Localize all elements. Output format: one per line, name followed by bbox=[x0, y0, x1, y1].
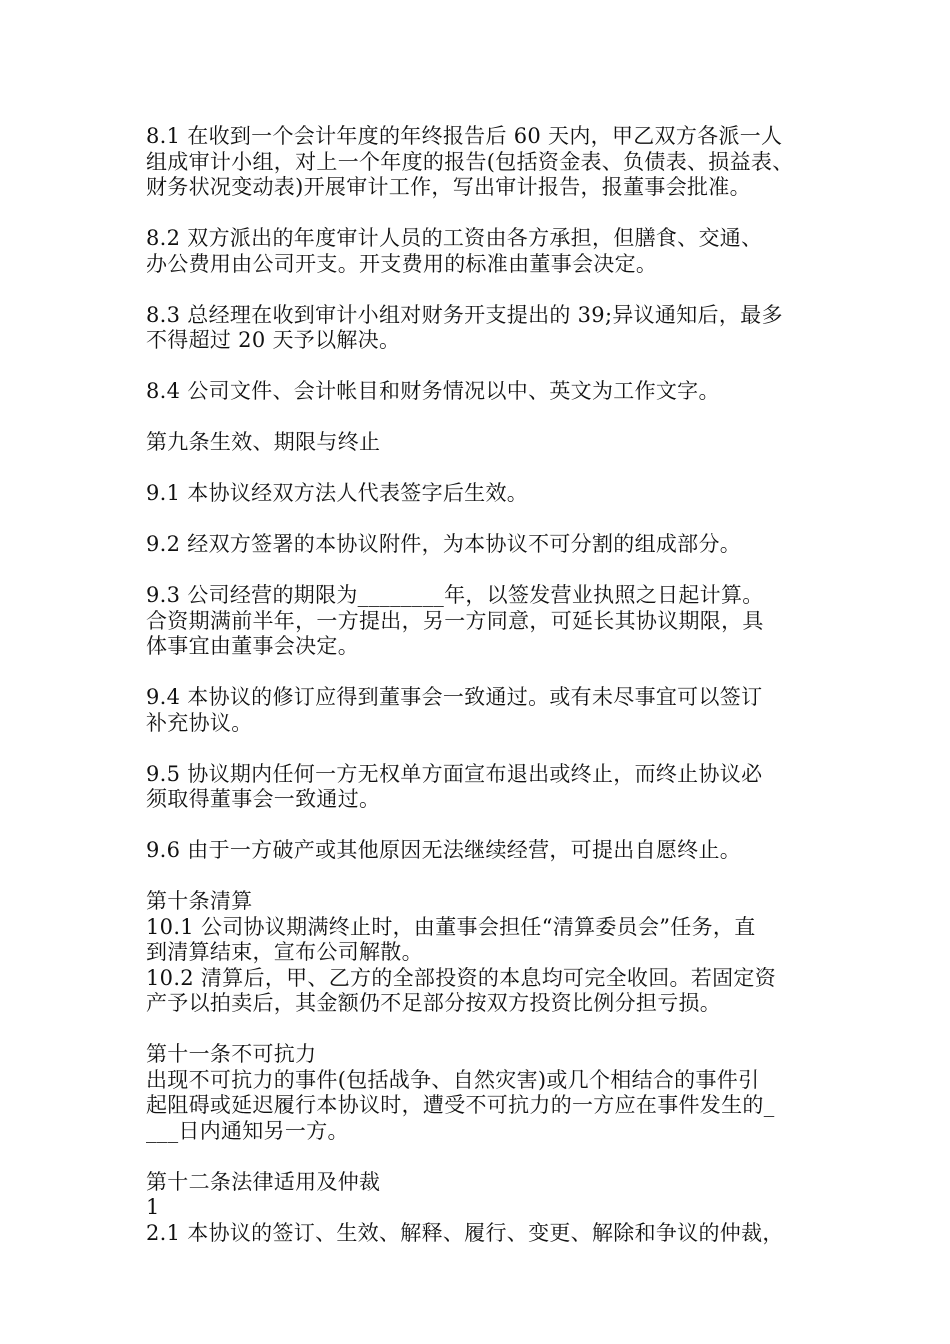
clause-8-2 bbox=[146, 226, 826, 277]
text-line: 10.2 清算后，甲、乙方的全部投资的本息均可完全收回。若固定资 bbox=[146, 965, 777, 990]
text-line: 8.1 在收到一个会计年度的年终报告后 60 天内，甲乙双方各派一人 bbox=[146, 124, 783, 148]
text-line: 9.5 协议期内任何一方无权单方面宣布退出或终止，而终止协议必 bbox=[146, 761, 763, 786]
article-10 bbox=[146, 889, 826, 1017]
article-12 bbox=[146, 1170, 826, 1247]
clause-9-3 bbox=[146, 583, 826, 660]
clause-9-4 bbox=[146, 685, 826, 736]
clause-9-5 bbox=[146, 762, 826, 813]
text-line: 9.4 本协议的修订应得到董事会一致通过。或有未尽事宜可以签订 bbox=[146, 685, 763, 709]
text-line: 财务状况变动表)开展审计工作，写出审计报告，报董事会批准。 bbox=[146, 175, 751, 199]
text-line: 8.2 双方派出的年度审计人员的工资由各方承担，但膳食、交通、 bbox=[146, 226, 763, 250]
text-line: 9.1 本协议经双方法人代表签字后生效。 bbox=[146, 481, 529, 505]
clause-8-4 bbox=[146, 379, 826, 405]
text-line: 起阻碍或延迟履行本协议时，遭受不可抗力的一方应在事件发生的_ bbox=[146, 1093, 775, 1117]
section-heading: 第九条生效、期限与终止 bbox=[146, 430, 381, 454]
text-line: 不得超过 20 天予以解决。 bbox=[146, 328, 401, 352]
clause-9-2 bbox=[146, 532, 826, 558]
text-line: 组成审计小组，对上一个年度的报告(包括资金表、负债表、损益表、 bbox=[146, 149, 794, 174]
section-heading: 第十条清算 bbox=[146, 889, 253, 913]
text-line: 办公费用由公司开支。开支费用的标准由董事会决定。 bbox=[146, 251, 658, 276]
clause-8-1 bbox=[146, 124, 826, 201]
text-line: 2.1 本协议的签订、生效、解释、履行、变更、解除和争议的仲裁， bbox=[146, 1220, 784, 1245]
document-page bbox=[146, 124, 826, 1246]
text-line: 产予以拍卖后，其金额仍不足部分按双方投资比例分担亏损。 bbox=[146, 991, 722, 1015]
clause-9-1 bbox=[146, 481, 826, 507]
text-line: 到清算结束，宣布公司解散。 bbox=[146, 940, 423, 964]
article-11 bbox=[146, 1042, 826, 1144]
article-9-heading bbox=[146, 430, 826, 456]
text-line: 9.2 经双方签署的本协议附件，为本协议不可分割的组成部分。 bbox=[146, 532, 742, 556]
section-heading: 第十二条法律适用及仲裁 bbox=[146, 1169, 381, 1194]
text-line: 合资期满前半年，一方提出，另一方同意，可延长其协议期限，具 bbox=[146, 608, 764, 633]
section-heading: 第十一条不可抗力 bbox=[146, 1042, 317, 1066]
text-line: ___日内通知另一方。 bbox=[146, 1118, 349, 1143]
text-line: 须取得董事会一致通过。 bbox=[146, 787, 381, 811]
text-line: 8.4 公司文件、会计帐目和财务情况以中、英文为工作文字。 bbox=[146, 379, 720, 403]
text-line: 体事宜由董事会决定。 bbox=[146, 634, 359, 658]
text-line: 10.1 公司协议期满终止时，由董事会担任“清算委员会”任务，直 bbox=[146, 914, 756, 939]
text-line: 9.3 公司经营的期限为________年，以签发营业执照之日起计算。 bbox=[146, 583, 764, 607]
text-line: 9.6 由于一方破产或其他原因无法继续经营，可提出自愿终止。 bbox=[146, 838, 742, 862]
clause-8-3 bbox=[146, 303, 826, 354]
text-line: 出现不可抗力的事件(包括战争、自然灾害)或几个相结合的事件引 bbox=[146, 1067, 760, 1092]
clause-9-6 bbox=[146, 838, 826, 864]
text-line: 补充协议。 bbox=[146, 710, 253, 735]
text-line: 8.3 总经理在收到审计小组对财务开支提出的 39;异议通知后，最多 bbox=[146, 302, 783, 327]
text-line: 1 bbox=[146, 1195, 160, 1219]
